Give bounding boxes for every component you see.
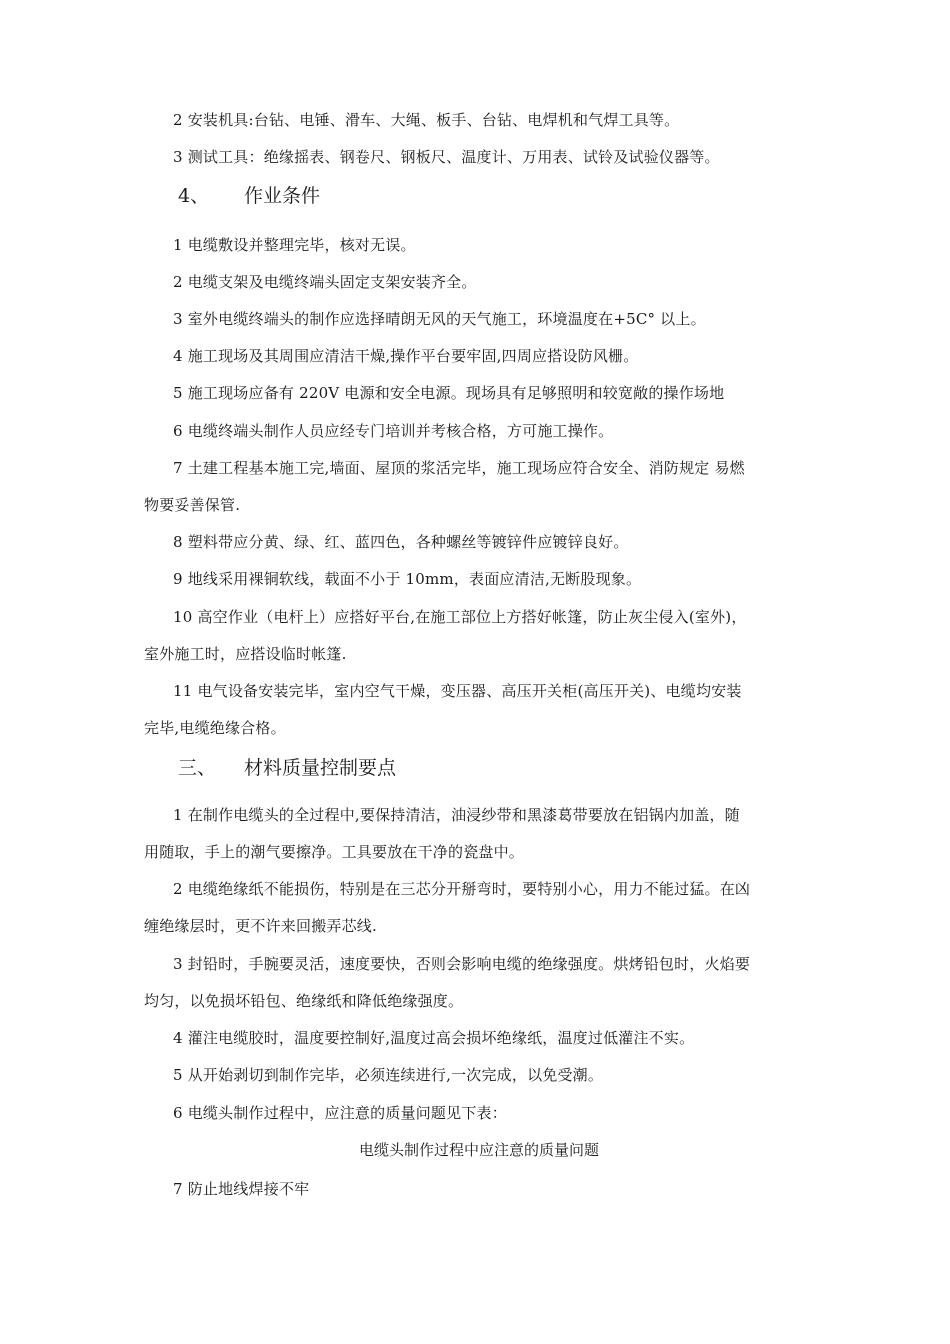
- condition-item-10-line-2: 室外施工时，应搭设临时帐篷.: [144, 645, 347, 663]
- tools-item-2: 2 安装机具:台钻、电锤、滑车、大绳、板手、台钻、电焊机和气焊工具等。: [173, 111, 680, 129]
- section-4-title: 作业条件: [244, 185, 321, 207]
- condition-item-1: 1 电缆敷设并整理完毕，核对无误。: [173, 236, 416, 254]
- material-item-2-line-2: 缠绝缘层时，更不许来回搬弄芯线.: [144, 917, 377, 935]
- condition-item-5: 5 施工现场应备有 220V 电源和安全电源。现场具有足够照明和较宽敞的操作场地: [173, 384, 725, 402]
- material-item-3-line-2: 均匀，以免损坏铅包、绝缘纸和降低绝缘强度。: [144, 992, 464, 1010]
- section-4-number: 4、: [178, 185, 210, 207]
- material-item-7: 7 防止地线焊接不牢: [173, 1180, 310, 1198]
- condition-item-9: 9 地线采用裸铜软线，载面不小于 10mm，表面应清洁,无断股现象。: [173, 570, 642, 588]
- material-item-5: 5 从开始剥切到制作完毕，必须连续进行,一次完成，以免受潮。: [173, 1066, 604, 1084]
- material-item-6: 6 电缆头制作过程中，应注意的质量问题见下表：: [173, 1104, 507, 1122]
- condition-item-8: 8 塑料带应分黄、绿、红、蓝四色，各种螺丝等镀锌件应镀锌良好。: [173, 533, 629, 551]
- condition-item-7-line-1: 7 土建工程基本施工完,墙面、屋顶的浆活完毕，施工现场应符合安全、消防规定 易燃: [173, 459, 745, 477]
- section-3-title: 材料质量控制要点: [244, 757, 397, 779]
- condition-item-3: 3 室外电缆终端头的制作应选择晴朗无风的天气施工，环境温度在+5C° 以上。: [173, 310, 706, 328]
- condition-item-7-line-2: 物要妥善保管.: [144, 496, 241, 514]
- material-item-2-line-1: 2 电缆绝缘纸不能损伤，特别是在三芯分开掰弯时，要特别小心，用力不能过猛。在凶: [173, 880, 751, 898]
- material-item-3-line-1: 3 封铅时，手腕要灵活，速度要快，否则会影响电缆的绝缘强度。烘烤铅包时，火焰要: [173, 955, 751, 973]
- tools-item-3: 3 测试工具：绝缘摇表、钢卷尺、钢板尺、温度计、万用表、试铃及试验仪器等。: [173, 148, 720, 166]
- condition-item-11-line-1: 11 电气设备安装完毕，室内空气干燥，变压器、高压开关柜(高压开关)、电缆均安装: [173, 682, 742, 700]
- condition-item-2: 2 电缆支架及电缆终端头固定支架安装齐全。: [173, 273, 477, 291]
- condition-item-4: 4 施工现场及其周围应清洁干燥,操作平台要牢固,四周应搭设防风栅。: [173, 347, 639, 365]
- material-item-1-line-2: 用随取，手上的潮气要擦净。工具要放在干净的瓷盘中。: [144, 843, 525, 861]
- condition-item-6: 6 电缆终端头制作人员应经专门培训并考核合格，方可施工操作。: [173, 422, 614, 440]
- material-item-1-line-1: 1 在制作电缆头的全过程中,要保持清洁，油浸纱带和黑漆葛带要放在铝锅内加盖，随: [173, 806, 740, 824]
- table-caption: 电缆头制作过程中应注意的质量问题: [358, 1141, 599, 1159]
- condition-item-11-line-2: 完毕,电缆绝缘合格。: [144, 719, 286, 737]
- material-item-4: 4 灌注电缆胶时，温度要控制好,温度过高会损坏绝缘纸，温度过低灌注不实。: [173, 1029, 695, 1047]
- section-3-number: 三、: [178, 757, 217, 779]
- condition-item-10-line-1: 10 高空作业（电杆上）应搭好平台,在施工部位上方搭好帐篷，防止灰尘侵入(室外)，: [173, 608, 747, 626]
